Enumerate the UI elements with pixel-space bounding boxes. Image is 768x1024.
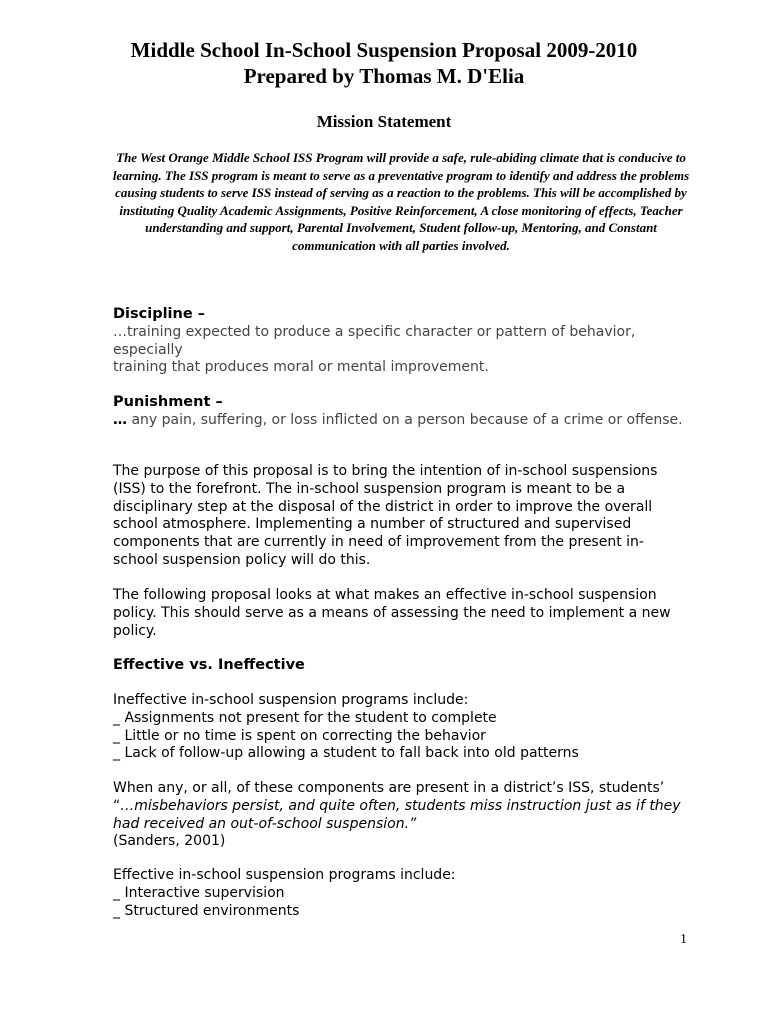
purpose-paragraph xyxy=(113,463,683,570)
mission-heading: Mission Statement xyxy=(316,112,452,131)
quote-italic: …misbehaviors persist, and quite often, students miss instruction just as if they had received an out-of-school suspension. xyxy=(113,797,681,832)
effective-vs-ineffective-section xyxy=(113,657,683,675)
punishment-def xyxy=(113,412,683,430)
list-item: _ Assignments not present for the student to complete xyxy=(113,709,497,726)
ineffective-programs-list xyxy=(113,692,683,763)
document-author-line: Prepared by Thomas M. D'Elia xyxy=(243,64,525,88)
discipline-def-line2: training that produces moral or mental improvement. xyxy=(113,359,489,376)
punishment-term: Punishment – xyxy=(113,394,223,410)
following-text: The following proposal looks at what makes an effective in-school suspension policy. This should serve as a means of assessing the need to implement a new policy. xyxy=(113,587,671,639)
following-paragraph xyxy=(113,587,683,640)
punishment-ellipsis: … xyxy=(113,411,127,428)
list-item: _ Structured environments xyxy=(113,902,300,919)
punishment-definition xyxy=(113,394,683,430)
page-number: 1 xyxy=(680,932,687,947)
discipline-definition xyxy=(113,306,683,377)
discipline-term: Discipline – xyxy=(113,306,205,322)
quote-text xyxy=(113,780,683,833)
discipline-def-line1: …training expected to produce a specific character or pattern of behavior, especially xyxy=(113,323,636,358)
quote-lead: When any, or all, of these components are present in a district’s ISS, students’ “ xyxy=(113,780,665,814)
purpose-text: The purpose of this proposal is to bring the intention of in-school suspensions (ISS) to the forefront. The in-school suspension program is meant to be a disciplinary step at the disposal of the district in order to improve the overall school atmosphere. Implementing a number of structured and supervised components that are currently in need of improvement from the present in-school suspension policy will do this. xyxy=(113,463,658,568)
document-title: Middle School In-School Suspension Proposal 2009-2010 xyxy=(130,38,638,62)
effective-vs-ineffective-heading: Effective vs. Ineffective xyxy=(113,657,305,673)
effective-programs-list xyxy=(113,867,683,920)
quote-citation: (Sanders, 2001) xyxy=(113,833,226,850)
quote-close: ” xyxy=(409,815,417,832)
list-item: _ Little or no time is spent on correcting the behavior xyxy=(113,727,486,744)
ineffective-intro: Ineffective in-school suspension programs include: xyxy=(113,692,469,708)
list-item: _ Lack of follow-up allowing a student to fall back into old patterns xyxy=(113,745,579,762)
quote-paragraph xyxy=(113,780,683,851)
mission-statement: The West Orange Middle School ISS Program will provide a safe, rule-abiding climate that is conducive to learning. The ISS program is meant to serve as a preventative program to identify and address the problems causing students to serve ISS instead of serving as a reaction to the problems. This will be accomplished by instituting Quality Academic Assignments, Positive Reinforcement, A close monitoring of effects, Teacher understanding and support, Parental Involvement, Student follow-up, Mentoring, and Constant communication with all parties involved. xyxy=(112,150,690,253)
list-item: _ Interactive supervision xyxy=(113,884,285,901)
punishment-def-text: any pain, suffering, or loss inflicted on a person because of a crime or offense. xyxy=(127,411,683,428)
effective-intro: Effective in-school suspension programs include: xyxy=(113,867,456,883)
